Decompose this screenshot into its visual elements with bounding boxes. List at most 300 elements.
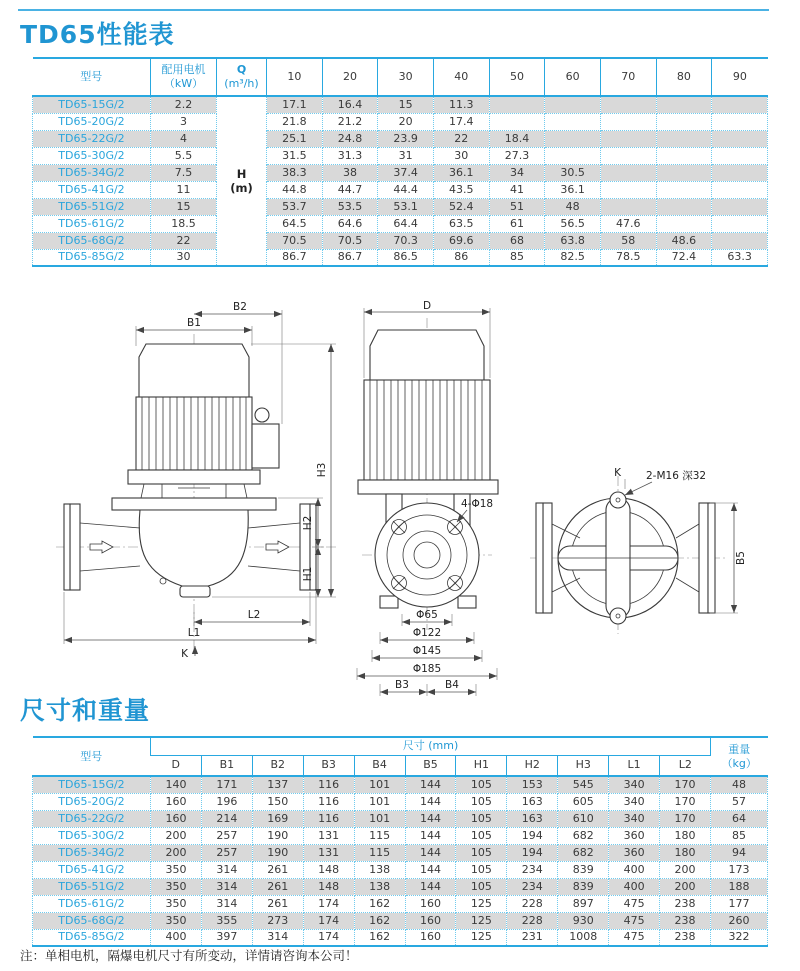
head-value-cell: 52.4 (433, 198, 489, 215)
dimension-value-cell: 105 (456, 776, 507, 793)
dimension-value-cell: 190 (252, 827, 303, 844)
model-cell: TD65-15G/2 (33, 776, 151, 793)
dimension-value-cell: 360 (609, 844, 660, 861)
dim-label-d122: Φ122 (412, 627, 442, 639)
head-unit-merged-cell: H (m) (217, 96, 267, 266)
power-cell: 11 (151, 181, 217, 198)
head-value-cell: 82.5 (545, 249, 601, 266)
dimension-value-cell: 105 (456, 810, 507, 827)
dim-label-b4: B4 (445, 679, 459, 691)
head-value-cell: 17.1 (267, 96, 323, 113)
dimension-value-cell: 314 (201, 895, 252, 912)
head-value-cell: 44.8 (267, 181, 323, 198)
model-cell: TD65-22G/2 (33, 130, 151, 147)
dimension-value-cell: 150 (252, 793, 303, 810)
dim-label-b1: B1 (187, 317, 201, 329)
dimension-value-cell: 140 (151, 776, 202, 793)
dimension-value-cell: 340 (609, 810, 660, 827)
head-value-cell: 53.7 (267, 198, 323, 215)
dimension-value-cell: 200 (660, 861, 711, 878)
dimension-value-cell: 610 (558, 810, 609, 827)
head-value-cell (600, 181, 656, 198)
head-value-cell: 86.5 (378, 249, 434, 266)
head-value-cell (600, 164, 656, 181)
flow-arrow-in (90, 541, 113, 553)
dimension-value-cell: 170 (660, 810, 711, 827)
dimension-value-cell: 605 (558, 793, 609, 810)
dimension-value-cell: 144 (405, 776, 456, 793)
head-value-cell: 78.5 (600, 249, 656, 266)
head-value-cell: 34 (489, 164, 545, 181)
dimension-value-cell: 160 (405, 929, 456, 946)
model-cell: TD65-41G/2 (33, 861, 151, 878)
dimension-value-cell: 314 (252, 929, 303, 946)
head-value-cell: 44.4 (378, 181, 434, 198)
dimension-value-cell: 350 (151, 878, 202, 895)
dimension-value-cell: 144 (405, 810, 456, 827)
model-cell: TD65-20G/2 (33, 113, 151, 130)
dimension-row (33, 810, 768, 827)
suction-flange (70, 504, 80, 590)
weight-cell: 188 (711, 878, 768, 895)
dimension-value-cell: 170 (660, 776, 711, 793)
head-value-cell (712, 113, 768, 130)
head-value-cell (600, 130, 656, 147)
head-value-cell: 51 (489, 198, 545, 215)
dimension-value-cell: 163 (507, 793, 558, 810)
dimension-value-cell: 116 (303, 776, 354, 793)
dimension-value-cell: 125 (456, 895, 507, 912)
head-value-cell: 41 (489, 181, 545, 198)
dimension-value-cell: 314 (201, 861, 252, 878)
power-cell: 4 (151, 130, 217, 147)
head-value-cell (656, 181, 712, 198)
dimension-value-cell: 160 (405, 895, 456, 912)
bolt-callout-label: 4-Φ18 (461, 498, 494, 510)
flow-column-header: 80 (656, 58, 712, 96)
dim-label-b2: B2 (233, 302, 247, 313)
weight-cell: 85 (711, 827, 768, 844)
head-value-cell: 15 (378, 96, 434, 113)
dimension-row (33, 827, 768, 844)
head-value-cell: 43.5 (433, 181, 489, 198)
power-cell: 30 (151, 249, 217, 266)
head-value-cell (656, 164, 712, 181)
head-value-cell (712, 130, 768, 147)
head-value-cell: 70.3 (378, 232, 434, 249)
dim-label-k: K (181, 648, 188, 660)
head-value-cell (712, 215, 768, 232)
head-value-cell: 64.6 (322, 215, 378, 232)
lifting-eye (255, 408, 269, 422)
dimension-value-cell: 682 (558, 827, 609, 844)
dimension-value-cell: 144 (405, 827, 456, 844)
head-value-cell: 86.7 (267, 249, 323, 266)
dimension-value-cell: 261 (252, 895, 303, 912)
performance-row (33, 147, 768, 164)
model-cell: TD65-15G/2 (33, 96, 151, 113)
dimension-value-cell: 144 (405, 861, 456, 878)
col-header-model-2: 型号 (33, 737, 151, 776)
dimension-value-cell: 180 (660, 827, 711, 844)
head-value-cell: 63.8 (545, 232, 601, 249)
dimension-value-cell: 340 (609, 776, 660, 793)
performance-row (33, 198, 768, 215)
weight-cell: 260 (711, 912, 768, 929)
model-cell: TD65-34G/2 (33, 164, 151, 181)
dimension-value-cell: 162 (354, 912, 405, 929)
head-value-cell: 38 (322, 164, 378, 181)
head-value-cell: 47.6 (600, 215, 656, 232)
head-value-cell: 70.5 (322, 232, 378, 249)
power-cell: 18.5 (151, 215, 217, 232)
dimension-value-cell: 169 (252, 810, 303, 827)
footnote: 注：单相电机，隔爆电机尺寸有所变动，详情请咨询本公司！ (20, 948, 358, 963)
dimension-value-cell: 400 (151, 929, 202, 946)
size-column-header: H3 (558, 755, 609, 776)
tap-callout-label: 2-M16 深32 (646, 470, 707, 482)
dim-label-k-top: K (614, 467, 621, 479)
dimension-value-cell: 350 (151, 912, 202, 929)
head-value-cell: 48 (545, 198, 601, 215)
power-cell: 3 (151, 113, 217, 130)
head-value-cell: 25.1 (267, 130, 323, 147)
power-header-line2: （kW） (163, 77, 204, 90)
dimension-value-cell: 231 (507, 929, 558, 946)
size-column-header: H2 (507, 755, 558, 776)
dimension-value-cell: 105 (456, 844, 507, 861)
head-value-cell: 69.6 (433, 232, 489, 249)
dimension-value-cell: 101 (354, 810, 405, 827)
head-value-cell (489, 96, 545, 113)
head-value-cell: 68 (489, 232, 545, 249)
dim-label-b5: B5 (735, 551, 747, 565)
head-value-cell: 61 (489, 215, 545, 232)
size-column-header: L2 (660, 755, 711, 776)
dimension-value-cell: 257 (201, 844, 252, 861)
head-value-cell: 63.5 (433, 215, 489, 232)
dim-label-d145: Φ145 (412, 645, 442, 657)
dimension-value-cell: 682 (558, 844, 609, 861)
dimensions-table (32, 736, 768, 947)
dimension-value-cell: 228 (507, 912, 558, 929)
size-column-header: B4 (354, 755, 405, 776)
head-value-cell: 53.5 (322, 198, 378, 215)
dim-label-d65: Φ65 (416, 609, 438, 621)
dimension-row (33, 861, 768, 878)
head-value-cell (656, 215, 712, 232)
performance-row (33, 215, 768, 232)
head-value-cell: 70.5 (267, 232, 323, 249)
model-cell: TD65-34G/2 (33, 844, 151, 861)
dimension-value-cell: 148 (303, 861, 354, 878)
dimension-value-cell: 153 (507, 776, 558, 793)
dimension-value-cell: 234 (507, 861, 558, 878)
head-value-cell: 86 (433, 249, 489, 266)
head-value-cell (712, 96, 768, 113)
head-value-cell: 31 (378, 147, 434, 164)
dimension-value-cell: 475 (609, 929, 660, 946)
dimension-value-cell: 171 (201, 776, 252, 793)
pump-top-view-drawing (528, 466, 783, 641)
head-value-cell (600, 147, 656, 164)
dimension-value-cell: 397 (201, 929, 252, 946)
head-value-cell: 38.3 (267, 164, 323, 181)
head-value-cell: 24.8 (322, 130, 378, 147)
col-header-flow-q (217, 58, 267, 96)
power-cell: 5.5 (151, 147, 217, 164)
dimension-value-cell: 163 (507, 810, 558, 827)
q-header-line2: (m³/h) (224, 77, 259, 90)
dim-label-l1: L1 (187, 627, 201, 639)
size-column-header: L1 (609, 755, 660, 776)
model-cell: TD65-22G/2 (33, 810, 151, 827)
dimension-value-cell: 475 (609, 895, 660, 912)
mounting-plate (112, 498, 276, 510)
dim-label-l2: L2 (247, 609, 261, 621)
dimension-value-cell: 101 (354, 776, 405, 793)
head-value-cell: 37.4 (378, 164, 434, 181)
dimension-value-cell: 194 (507, 827, 558, 844)
head-value-cell (600, 113, 656, 130)
dimension-value-cell: 170 (660, 793, 711, 810)
size-column-header: H1 (456, 755, 507, 776)
performance-row (33, 181, 768, 198)
head-value-cell: 53.1 (378, 198, 434, 215)
col-header-weight (711, 737, 768, 776)
head-value-cell (712, 164, 768, 181)
size-column-header: B5 (405, 755, 456, 776)
dimension-value-cell: 400 (609, 878, 660, 895)
dimension-value-cell: 138 (354, 861, 405, 878)
performance-table (32, 57, 768, 267)
performance-row (33, 96, 768, 113)
head-value-cell (656, 130, 712, 147)
dimension-value-cell: 125 (456, 912, 507, 929)
dimensions-table-header-row1 (33, 737, 768, 755)
head-value-cell: 48.6 (656, 232, 712, 249)
head-value-cell: 22 (433, 130, 489, 147)
head-value-cell (545, 147, 601, 164)
weight-cell: 94 (711, 844, 768, 861)
head-value-cell: 64.5 (267, 215, 323, 232)
head-value-cell (656, 96, 712, 113)
performance-row (33, 249, 768, 266)
weight-cell: 64 (711, 810, 768, 827)
size-column-header: B3 (303, 755, 354, 776)
dimension-value-cell: 148 (303, 878, 354, 895)
dimension-row (33, 776, 768, 793)
dim-label-b3: B3 (395, 679, 409, 691)
dimension-row (33, 793, 768, 810)
head-value-cell (712, 147, 768, 164)
dimension-value-cell: 131 (303, 827, 354, 844)
dimension-value-cell: 174 (303, 912, 354, 929)
dimension-value-cell: 115 (354, 827, 405, 844)
head-value-cell: 30 (433, 147, 489, 164)
model-cell: TD65-85G/2 (33, 249, 151, 266)
dimension-value-cell: 238 (660, 912, 711, 929)
model-cell: TD65-41G/2 (33, 181, 151, 198)
dimension-row (33, 929, 768, 946)
head-value-cell: 63.3 (712, 249, 768, 266)
flow-column-header: 70 (600, 58, 656, 96)
dimension-value-cell: 897 (558, 895, 609, 912)
pump-side-view-drawing (42, 302, 342, 662)
dimension-value-cell: 545 (558, 776, 609, 793)
dimension-value-cell: 105 (456, 827, 507, 844)
head-value-cell (600, 96, 656, 113)
dimension-value-cell: 261 (252, 861, 303, 878)
flow-column-header: 30 (378, 58, 434, 96)
head-value-cell: 86.7 (322, 249, 378, 266)
head-value-cell (656, 113, 712, 130)
head-value-cell: 36.1 (433, 164, 489, 181)
head-value-cell: 31.5 (267, 147, 323, 164)
size-column-header: B1 (201, 755, 252, 776)
flow-column-header: 50 (489, 58, 545, 96)
performance-row (33, 113, 768, 130)
dimension-value-cell: 144 (405, 844, 456, 861)
power-cell: 22 (151, 232, 217, 249)
performance-table-header-row (33, 58, 768, 96)
dimension-value-cell: 101 (354, 793, 405, 810)
head-value-cell: 56.5 (545, 215, 601, 232)
model-cell: TD65-51G/2 (33, 878, 151, 895)
head-value-cell (489, 113, 545, 130)
dimension-value-cell: 261 (252, 878, 303, 895)
dimension-value-cell: 196 (201, 793, 252, 810)
dimension-value-cell: 839 (558, 878, 609, 895)
dimension-value-cell: 475 (609, 912, 660, 929)
dimension-value-cell: 116 (303, 810, 354, 827)
dimension-value-cell: 138 (354, 878, 405, 895)
terminal-box (252, 424, 279, 468)
dimension-value-cell: 400 (609, 861, 660, 878)
flow-column-header: 10 (267, 58, 323, 96)
dimension-value-cell: 314 (201, 878, 252, 895)
dimension-value-cell: 160 (151, 793, 202, 810)
dim-label-h2: H2 (302, 515, 314, 531)
size-column-header: B2 (252, 755, 303, 776)
flow-column-header: 60 (545, 58, 601, 96)
dimension-value-cell: 162 (354, 895, 405, 912)
model-cell: TD65-61G/2 (33, 215, 151, 232)
dimension-value-cell: 839 (558, 861, 609, 878)
dimension-value-cell: 238 (660, 895, 711, 912)
dimension-value-cell: 340 (609, 793, 660, 810)
model-cell: TD65-61G/2 (33, 895, 151, 912)
head-value-cell: 21.2 (322, 113, 378, 130)
power-cell: 7.5 (151, 164, 217, 181)
head-value-cell (712, 181, 768, 198)
dim-label-d: D (422, 300, 432, 312)
weight-header-line2: （kg） (721, 756, 757, 770)
flow-column-header: 20 (322, 58, 378, 96)
dimension-value-cell: 174 (303, 929, 354, 946)
dimension-value-cell: 257 (201, 827, 252, 844)
weight-header-line1: 重量 (728, 742, 751, 756)
model-cell: TD65-30G/2 (33, 147, 151, 164)
head-value-cell: 20 (378, 113, 434, 130)
dimension-row (33, 878, 768, 895)
dimension-row (33, 912, 768, 929)
dimensions-section-title: 尺寸和重量 (20, 696, 151, 725)
power-header-line1: 配用电机 (161, 63, 206, 77)
dim-label-h3: H3 (316, 462, 328, 478)
dimension-value-cell: 930 (558, 912, 609, 929)
dimension-row (33, 844, 768, 861)
dimension-value-cell: 273 (252, 912, 303, 929)
top-rule (18, 9, 769, 11)
model-cell: TD65-68G/2 (33, 912, 151, 929)
head-value-cell: 31.3 (322, 147, 378, 164)
dimension-value-cell: 350 (151, 861, 202, 878)
head-value-cell: 17.4 (433, 113, 489, 130)
head-value-cell: 44.7 (322, 181, 378, 198)
head-value-cell: 27.3 (489, 147, 545, 164)
head-value-cell: 30.5 (545, 164, 601, 181)
model-cell: TD65-20G/2 (33, 793, 151, 810)
dimension-value-cell: 162 (354, 929, 405, 946)
dimension-value-cell: 200 (660, 878, 711, 895)
dimension-value-cell: 200 (151, 844, 202, 861)
head-value-cell: 11.3 (433, 96, 489, 113)
weight-cell: 57 (711, 793, 768, 810)
dimension-value-cell: 228 (507, 895, 558, 912)
head-value-cell (545, 96, 601, 113)
dim-label-d185: Φ185 (412, 663, 442, 675)
power-cell: 15 (151, 198, 217, 215)
model-cell: TD65-51G/2 (33, 198, 151, 215)
weight-cell: 173 (711, 861, 768, 878)
model-cell: TD65-85G/2 (33, 929, 151, 946)
head-value-cell: 64.4 (378, 215, 434, 232)
dimension-value-cell: 180 (660, 844, 711, 861)
col-header-power (151, 58, 217, 96)
dimension-value-cell: 125 (456, 929, 507, 946)
performance-row (33, 232, 768, 249)
q-header-line1: Q (236, 63, 247, 77)
weight-cell: 48 (711, 776, 768, 793)
flow-column-header: 90 (712, 58, 768, 96)
dimension-value-cell: 137 (252, 776, 303, 793)
head-value-cell: 58 (600, 232, 656, 249)
weight-cell: 322 (711, 929, 768, 946)
dimension-value-cell: 214 (201, 810, 252, 827)
head-value-cell (656, 147, 712, 164)
head-value-cell (600, 198, 656, 215)
col-header-size-group: 尺寸 (mm) (151, 737, 711, 755)
flow-arrow-out (266, 541, 289, 553)
dimension-value-cell: 105 (456, 793, 507, 810)
dimension-row (33, 895, 768, 912)
head-value-cell: 16.4 (322, 96, 378, 113)
performance-row (33, 130, 768, 147)
col-header-model: 型号 (33, 58, 151, 96)
size-column-header: D (151, 755, 202, 776)
dimension-value-cell: 355 (201, 912, 252, 929)
head-value-cell (545, 113, 601, 130)
head-value-cell: 23.9 (378, 130, 434, 147)
dimension-value-cell: 194 (507, 844, 558, 861)
head-value-cell (656, 198, 712, 215)
dimension-value-cell: 105 (456, 878, 507, 895)
performance-row (33, 164, 768, 181)
pump-flange-face (375, 503, 479, 607)
dimension-value-cell: 238 (660, 929, 711, 946)
dimension-value-cell: 350 (151, 895, 202, 912)
